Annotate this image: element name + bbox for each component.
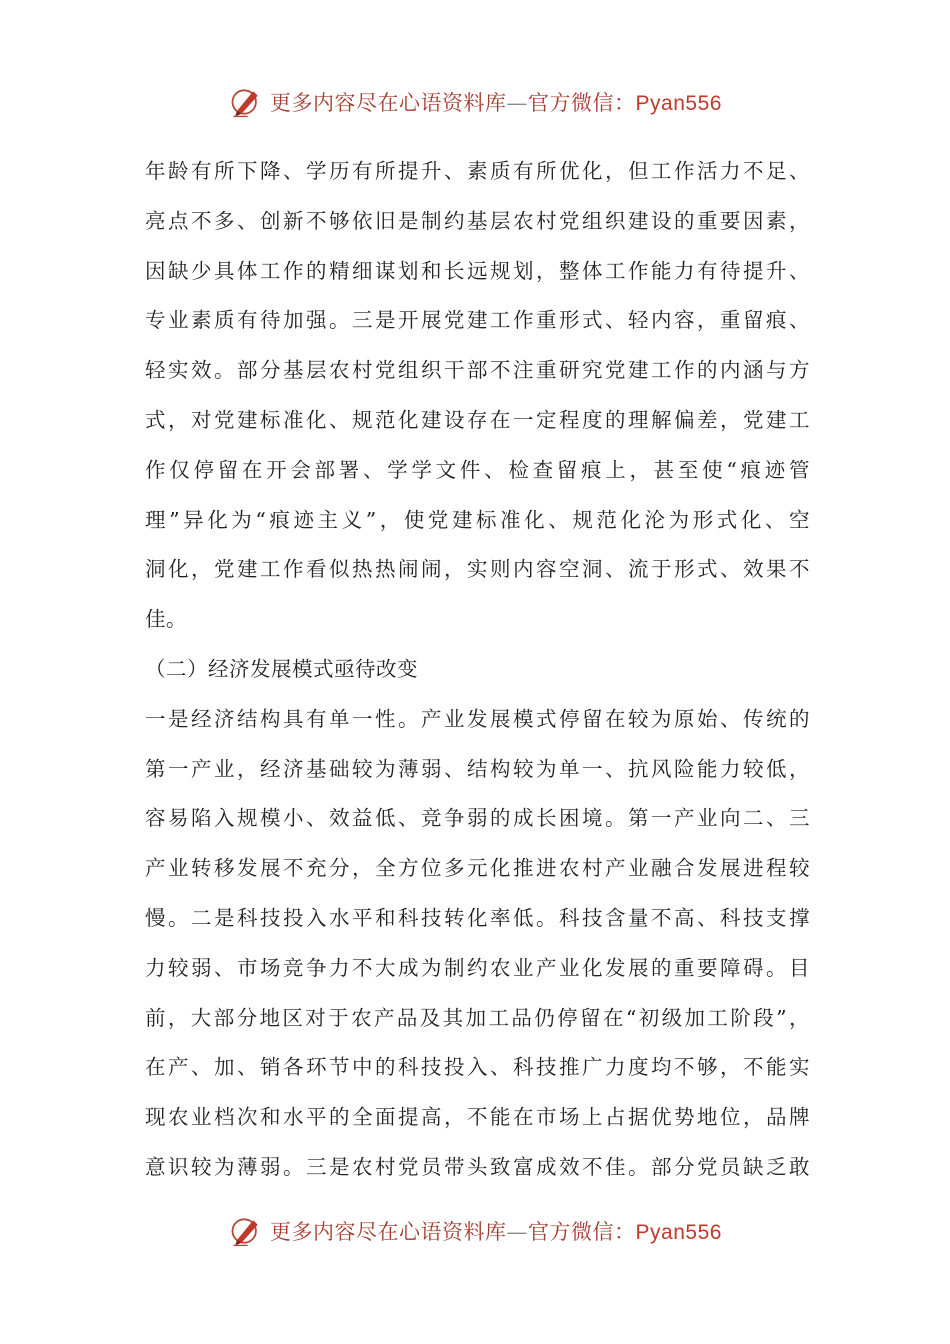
watermark-lead: 更多内容尽在心语资料库 (270, 91, 507, 115)
text-line: 佳。 (145, 607, 187, 632)
text-line: 慢。二是科技投入水平和科技转化率低。科技含量不高、科技支撑 (145, 905, 810, 930)
text-line: 理”异化为“痕迹主义”，使党建标准化、规范化沦为形式化、空 (145, 507, 810, 532)
watermark-wechat-label: 官方微信： (528, 91, 636, 115)
watermark-text (270, 1216, 722, 1246)
text-line: 前，大部分地区对于农产品及其加工品仍停留在“初级加工阶段”， (145, 1005, 810, 1030)
section-heading: （二）经济发展模式亟待改变 (145, 656, 418, 681)
text-line: 因缺少具体工作的精细谋划和长远规划，整体工作能力有待提升、 (145, 258, 810, 283)
watermark-lead: 更多内容尽在心语资料库 (270, 1220, 507, 1244)
watermark-separator: — (506, 1220, 529, 1244)
text-line: 式，对党建标准化、规范化建设存在一定程度的理解偏差，党建工 (145, 407, 810, 432)
text-line: 亮点不多、创新不够依旧是制约基层农村党组织建设的重要因素， (145, 208, 810, 233)
text-line: 专业素质有待加强。三是开展党建工作重形式、轻内容，重留痕、 (145, 308, 810, 333)
document-body (145, 147, 810, 1193)
text-line: 现农业档次和水平的全面提高，不能在市场上占据优势地位，品牌 (145, 1105, 810, 1130)
text-line: 意识较为薄弱。三是农村党员带头致富成效不佳。部分党员缺乏敢 (145, 1154, 810, 1179)
text-line: 第一产业，经济基础较为薄弱、结构较为单一、抗风险能力较低， (145, 756, 810, 781)
pen-nib-logo-icon (228, 84, 264, 120)
pen-nib-logo-icon (228, 1213, 264, 1249)
text-line: 容易陷入规模小、效益低、竞争弱的成长困境。第一产业向二、三 (145, 806, 810, 831)
watermark-wechat-id: Pyan556 (635, 1221, 722, 1244)
header-watermark (0, 82, 950, 122)
text-line: 力较弱、市场竞争力不大成为制约农业产业化发展的重要障碍。目 (145, 955, 810, 980)
text-line: 一是经济结构具有单一性。产业发展模式停留在较为原始、传统的 (145, 706, 810, 731)
text-line: 在产、加、销各环节中的科技投入、科技推广力度均不够，不能实 (145, 1055, 810, 1080)
text-line: 年龄有所下降、学历有所提升、素质有所优化，但工作活力不足、 (145, 159, 810, 183)
watermark-wechat-label: 官方微信： (528, 1220, 636, 1244)
text-line: 作仅停留在开会部署、学学文件、检查留痕上，甚至使“痕迹管 (145, 457, 810, 482)
watermark-text (270, 87, 722, 117)
text-line: 洞化，党建工作看似热热闹闹，实则内容空洞、流于形式、效果不 (145, 557, 810, 582)
watermark-separator: — (506, 91, 529, 115)
text-line: 产业转移发展不充分，全方位多元化推进农村产业融合发展进程较 (145, 856, 810, 881)
watermark-wechat-id: Pyan556 (635, 92, 722, 115)
footer-watermark (0, 1211, 950, 1251)
text-line: 轻实效。部分基层农村党组织干部不注重研究党建工作的内涵与方 (145, 358, 810, 383)
